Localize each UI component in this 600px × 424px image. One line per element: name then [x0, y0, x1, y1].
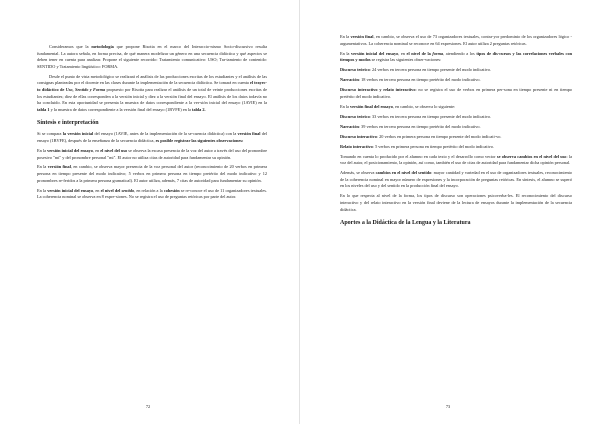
text-run: que propone Risotta en el marco del Interaccio-nismo Socio-discursivo resulta fundamental. La autora señala, en forma precisa, de qué manera modelizar un género en una secuencia didáctica y qué aspectos se deben tener en cuenta para analizar. Propone el siguiente recorrido: Tratamiento comunicativo: USO; Tra-tamiento de contenido: SENTIDO y Tratamiento lingüístico: FORMA. [37, 44, 267, 69]
paragraph-rp8 [340, 124, 572, 131]
text-run: En la [340, 34, 351, 39]
section-heading-synthesis: Síntesis e interpretación [37, 120, 99, 127]
text-run: : mayor cantidad y variedad en el uso de organizadores textuales, reconocimiento de la coherencia nominal en mayor número de expresiones y la incorporación de preguntas retóricas. En síntesis, el alumno se superó en los niveles del uso y del sentido en la producción final del ensayo. [340, 170, 573, 189]
paragraph-rp9 [340, 134, 572, 141]
left-intro-paragraphs [37, 44, 267, 113]
text-run: metodología [91, 44, 114, 49]
paragraph-rp4 [340, 77, 572, 84]
text-run: Discurso interactivo [340, 133, 377, 139]
text-run: , en [93, 187, 101, 193]
text-run: se observa cambios en el nivel del uso [496, 153, 567, 159]
paragraph-lp1 [37, 44, 267, 70]
text-run: tabla 1 [37, 106, 50, 112]
text-run: Desde el punto de vista metodológico se realizará el análisis de las producciones escritas de los estudiantes y el análisis de las consignas planteadas por el docente en las clases durante la implementación de la secuencia didáctica. Se tomará en cuenta [37, 73, 267, 86]
text-run: se observa la escasa presencia de la voz del autor a través del uso del pronombre posesivo "mi" y del pronombre personal "mi". El autor no utiliza citas de autoridad para fundamentar su opinión. [37, 147, 268, 160]
text-run: : la voz del autor, el posicionamiento, la opinión, así como, también el uso de citas de autoridad para fundamentar dicha opinión personal. [340, 153, 572, 166]
page-number-left: 72 [145, 404, 151, 409]
text-run: En la [37, 164, 48, 170]
paragraph-rp10 [340, 144, 572, 151]
text-run: : 18 verbos en tercera persona en tiempo pretérito del modo indicativo. [358, 77, 481, 83]
text-run: tabla 2. [192, 106, 206, 112]
paragraph-lp2 [37, 74, 267, 114]
text-run: tipos de dis-cursos y las correlaciones verbales con tiempos y modos [340, 50, 572, 63]
text-run: forma [432, 50, 444, 56]
paragraph-rp6 [340, 104, 572, 111]
text-run: En lo que respecta al nivel de la forma, los tipos de discurso son operaciones psicoverba-les. El reconocimiento del discurso interactivo y del relato interactivo en la versión final deviene de la lectura de ensayos durante la implementación de la secuencia didáctica. [340, 193, 572, 212]
text-run: , en cambio, se observa el uso de 73 organizadores textuales, contra-yor predominio de los organizadores lógico - argumentativos. La coherencia nominal se reconoce en 64 expresiones. El autor utiliza 2 preguntas retóricas. [340, 34, 572, 46]
text-run: del ensayo (1AVIE, antes de la implementación de la se-cuencia didáctica) con la [93, 131, 238, 137]
left-page-text [37, 44, 267, 204]
text-run: cohesión [163, 187, 180, 193]
text-run: versión inicial del ensayo [47, 147, 93, 153]
text-run: Si se compara [37, 131, 63, 137]
text-run: del ensayo (1BVFE), después de la enseñanza de la secuencia didáctica, [37, 131, 267, 143]
paragraph-rp11 [340, 154, 572, 167]
text-run: versión inicial del ensayo [351, 50, 399, 56]
paragraph-lp6 [37, 188, 267, 201]
text-run: : 5 verbos en primera persona en tiempo pretérito del modo indicativo. [372, 143, 495, 149]
text-run: el nivel de la [406, 50, 433, 56]
text-run: el nivel del uso [100, 147, 128, 153]
text-run: Además, se observa [340, 170, 376, 176]
right-paragraphs [340, 34, 572, 213]
text-run: : no se registra el uso de verbos en primera per-sona en tiempo presente ni en tiempo pretérito del modo indicativo. [340, 87, 572, 99]
text-run: , en relación a la [134, 187, 164, 193]
paragraph-rp12 [340, 170, 572, 190]
text-run: el trayec-to didáctico de [37, 80, 267, 92]
text-run: Discurso teórico [340, 113, 370, 119]
text-run: versión final [350, 34, 374, 39]
paragraph-rp5 [340, 87, 572, 100]
text-run: : 33 verbos en tercera persona en tiempo presente del modo indicativo. [369, 113, 492, 119]
text-run: versión final [47, 164, 71, 170]
text-run: Discurso interactivo y relato interactivo [340, 87, 416, 93]
paragraph-rp1 [340, 34, 572, 47]
text-run: es posible registrar las siguientes observaciones: [155, 137, 244, 143]
text-run: , en cambio, se observa lo siguiente: [392, 103, 456, 109]
text-run: versión final del ensayo [350, 103, 393, 109]
text-run: , atendiendo a los [443, 50, 477, 56]
text-run: Narración [340, 123, 359, 129]
section-heading-contributions: Aportes a la Didáctica de la Lengua y la Literatura [340, 220, 471, 227]
text-run: la versión inicial [62, 131, 94, 137]
left-synthesis-paragraphs [37, 131, 267, 201]
text-run: versión final [237, 131, 261, 137]
text-run: se re-conoce el uso de 11 organizadores textuales. La coherencia nominal se observa en 8 expre-siones. No se registra el uso de preguntas retóricas por parte del autor. [37, 187, 267, 200]
paragraph-rp7 [340, 114, 572, 121]
text-run: , en [398, 50, 407, 56]
text-run: , en cambio, se observa mayor presencia de la voz personal del autor (reconocimiento de 20 verbos en primera persona en tiempo presente del modo indicativo; 5 verbos en primera persona en tiempo pretérito del modo indicativo y 12 pronombres re-feridos a la primera persona gramatical). El autor utiliza, además, 7 citas de autoridad para fundamentar su opinión. [37, 164, 267, 183]
text-run: : 39 verbos en tercera persona en tiempo pretérito del modo indicativo. [358, 123, 481, 129]
text-run: Discurso teórico [340, 67, 370, 73]
text-run: Consideramos que la [49, 44, 92, 49]
paragraph-rp2 [340, 51, 572, 64]
text-run: Tomando en cuenta lo producido por el alumno en cada texto y el desarrollo como vector [340, 153, 497, 159]
text-run: Relato interactivo [340, 143, 373, 149]
text-run: cambios en el nivel del sentido [375, 170, 432, 176]
text-run: versión inicial del ensayo [47, 187, 94, 193]
page-number-right: 73 [445, 404, 451, 409]
paragraph-lp3 [37, 131, 267, 144]
paragraph-rp13 [340, 193, 572, 213]
text-run: Narración [340, 77, 359, 83]
text-run: : 24 verbos en tercera persona en tiempo presente del modo indicativo. [369, 67, 492, 73]
text-run: propuesto por Risotta para realizar el análisis de un total de veinte producciones escritas de los estudiantes; diez de ellas corresponden a la versión inicial y diez a la versión final del ensayo. El análisis de los datos todavía no ha concluido. En esta oportunidad se presenta la muestra de datos correspondiente a la ver-sión inicial del ensayo (1AVIE) en la [37, 86, 267, 106]
text-run: En la [340, 103, 351, 109]
paragraph-lp4 [37, 148, 267, 161]
paragraph-rp3 [340, 67, 572, 74]
text-run: y la muestra de datos correspondiente a la versión final del ensayo (1BVFE) en la [49, 106, 193, 112]
text-run: : 20 verbos en primera persona en tiempo presente del modo indicati-vo. [376, 133, 502, 139]
text-run: el nivel del [100, 187, 122, 193]
text-run: se registra las siguientes obser-vaciones: [370, 57, 442, 63]
paragraph-lp5 [37, 164, 267, 184]
text-run: , en [92, 147, 101, 153]
right-page-text [340, 34, 572, 231]
text-run: sentido [121, 187, 135, 193]
text-run: Uso, Sentido y Forma [65, 86, 106, 92]
text-run: En la [37, 147, 48, 153]
text-run: En la [340, 50, 352, 56]
text-run: En la [37, 187, 48, 193]
